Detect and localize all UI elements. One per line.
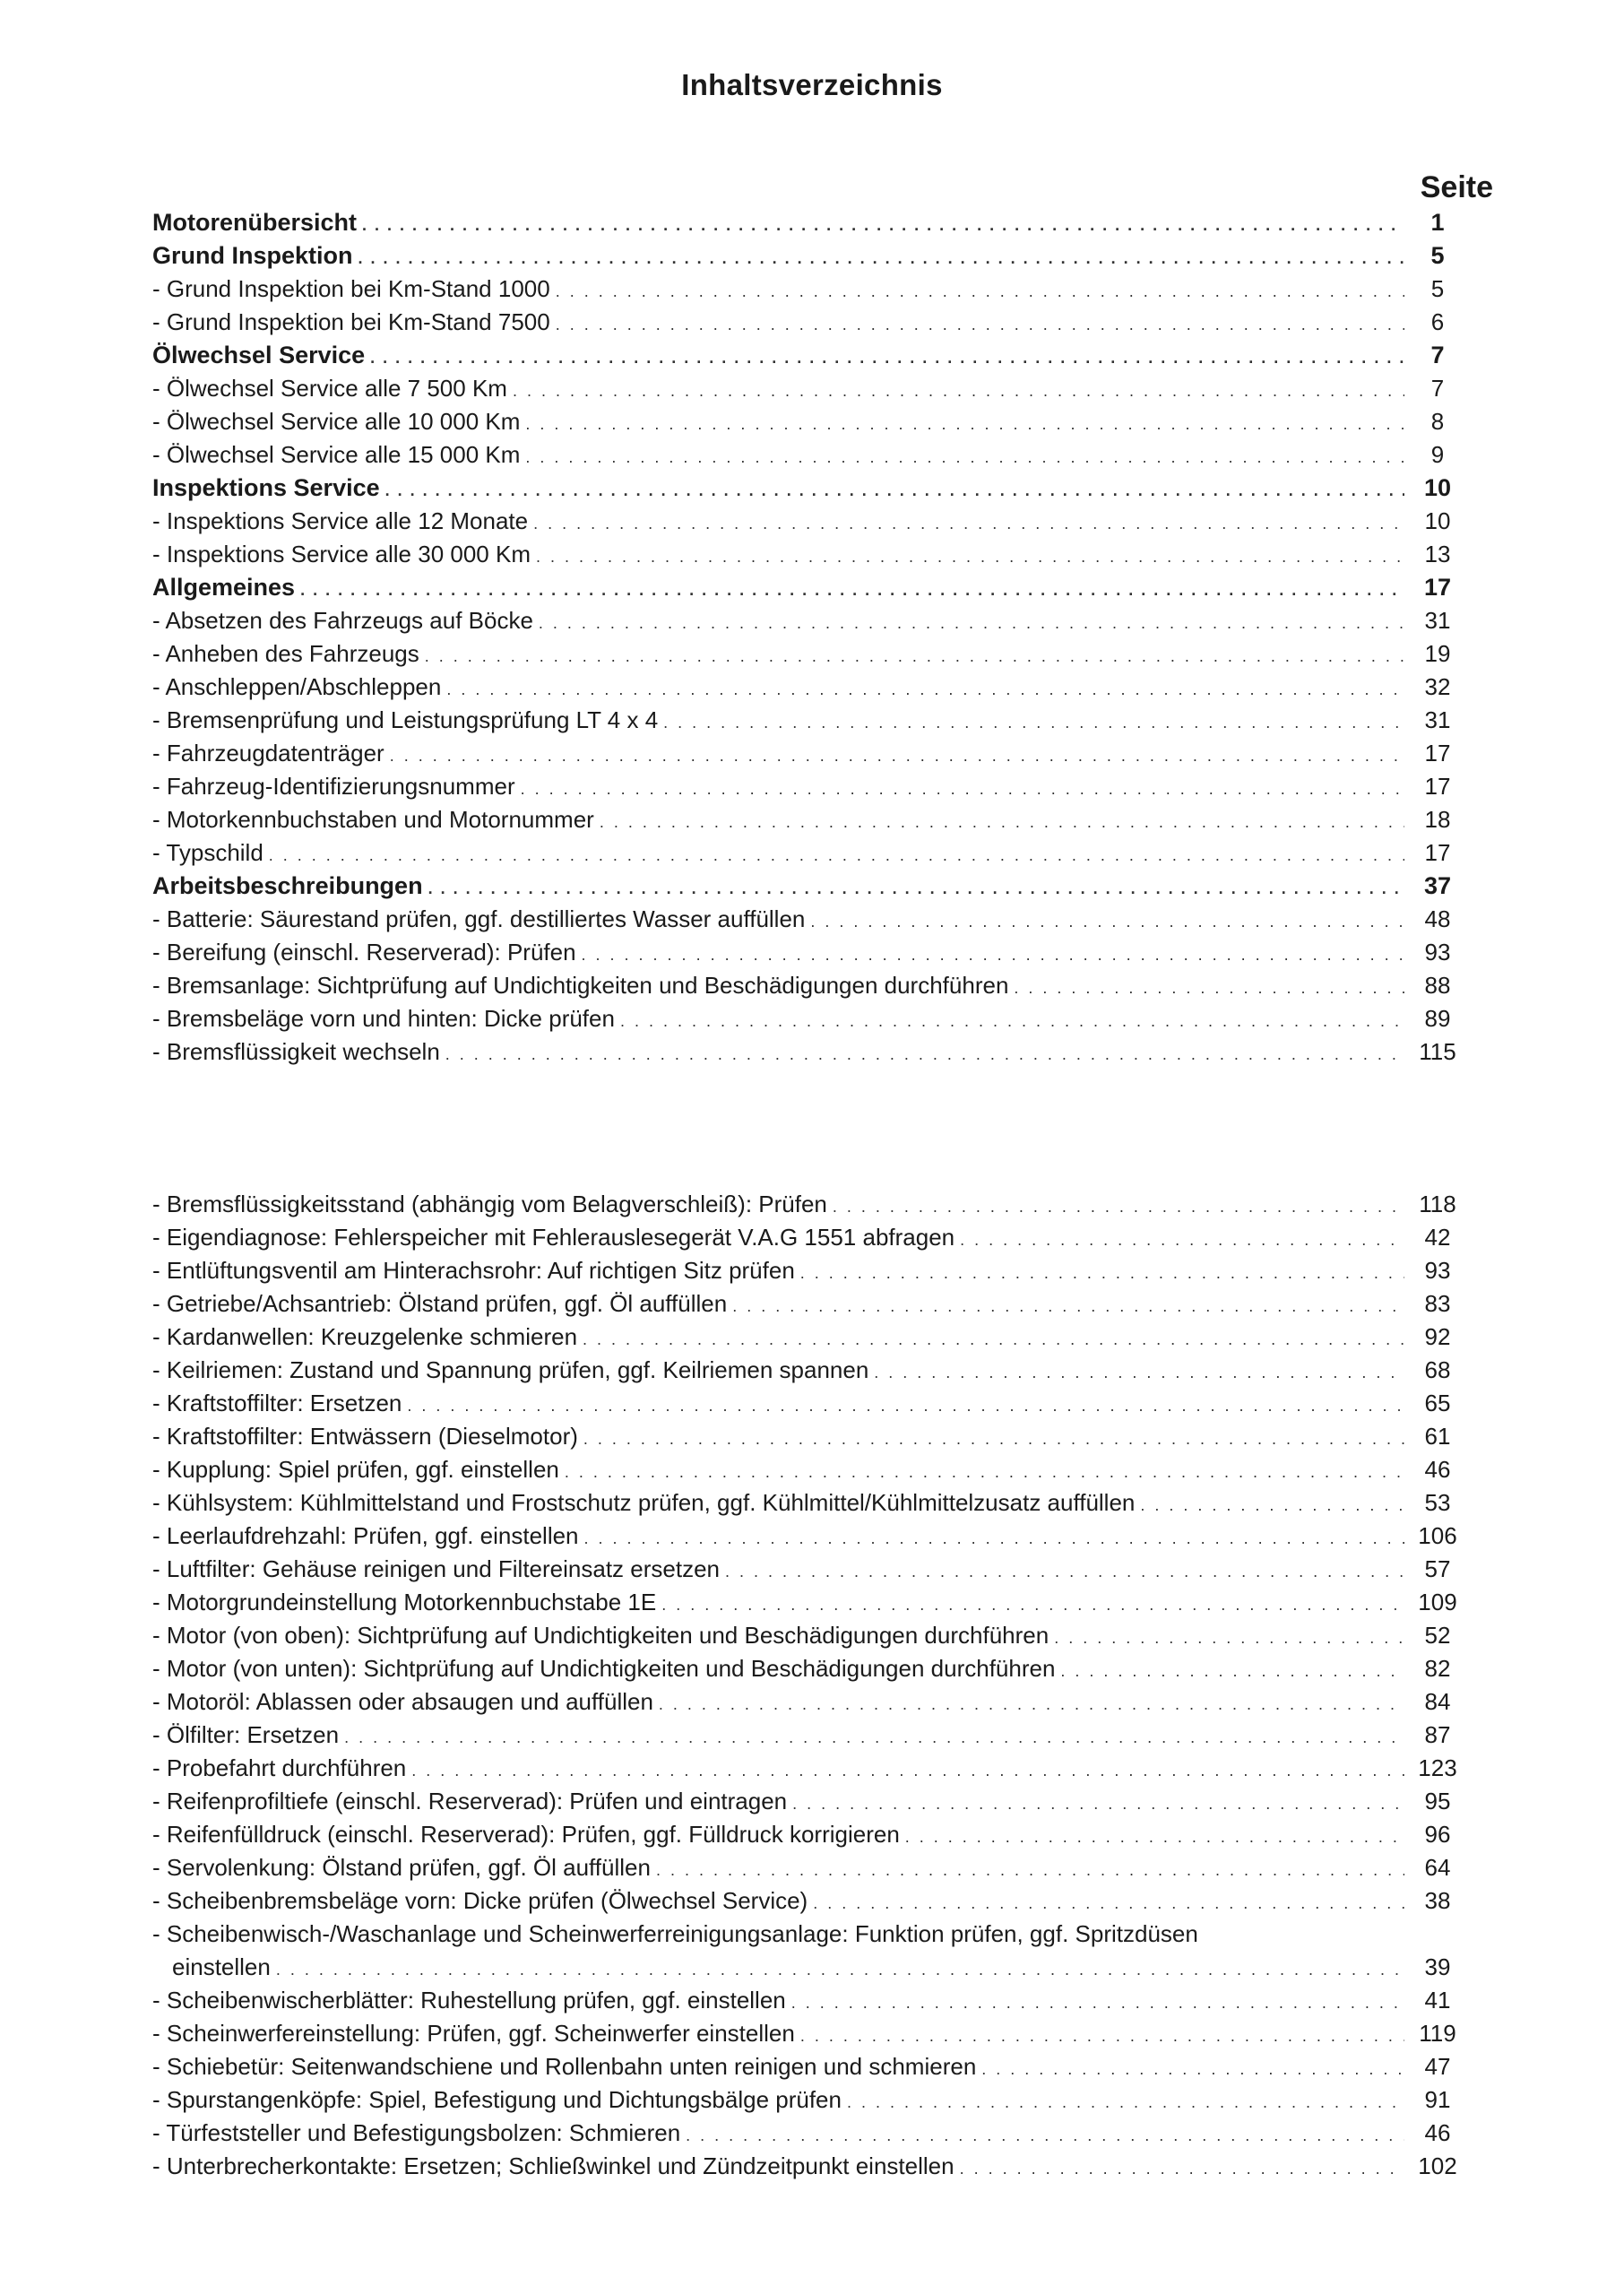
toc-block-2 xyxy=(152,1188,1465,2183)
dot-leader xyxy=(525,408,1404,441)
dot-leader xyxy=(533,507,1404,541)
page-number: 13 xyxy=(1424,541,1451,567)
page-number: 106 xyxy=(1418,1522,1457,1549)
page-number: 84 xyxy=(1424,1688,1451,1715)
page-number: 96 xyxy=(1424,1821,1451,1848)
page-number: 119 xyxy=(1419,2020,1456,2047)
toc-entry-text: - Scheibenwisch-/Waschanlage und Scheinwerferreinigungsanlage: Funktion prüfen, ggf. Spritzdüsen xyxy=(152,1920,1198,1947)
toc-entry[interactable] xyxy=(152,1520,1465,1553)
toc-entry[interactable] xyxy=(152,803,1465,836)
page-number: 41 xyxy=(1424,1987,1451,2014)
dot-leader xyxy=(800,2020,1404,2053)
toc-entry-text: - Bremsflüssigkeit wechseln xyxy=(152,1038,440,1065)
toc-entry[interactable] xyxy=(152,2050,1465,2083)
page-number: 8 xyxy=(1430,408,1445,435)
page-number: 52 xyxy=(1424,1622,1451,1649)
dot-leader xyxy=(358,242,1404,275)
toc-entry[interactable] xyxy=(152,505,1465,538)
dot-leader xyxy=(656,1854,1404,1887)
toc-entry-text: - Eigendiagnose: Fehlerspeicher mit Fehlerauslesegerät V.A.G 1551 abfragen xyxy=(152,1224,955,1251)
toc-entry-text: - Scheibenbremsbeläge vorn: Dicke prüfen (Ölwechsel Service) xyxy=(152,1887,808,1914)
toc-entry[interactable] xyxy=(152,1652,1465,1685)
dot-leader xyxy=(513,375,1404,408)
toc-entry[interactable] xyxy=(152,1586,1465,1619)
toc-entry-text: Grund Inspektion xyxy=(152,242,353,269)
toc-entry-text: - Motorgrundeinstellung Motorkennbuchstabe 1E xyxy=(152,1589,657,1615)
toc-entry[interactable] xyxy=(152,903,1465,936)
dot-leader xyxy=(874,1356,1404,1390)
dot-leader xyxy=(600,806,1404,839)
toc-entry[interactable] xyxy=(152,671,1465,704)
dot-leader xyxy=(583,1323,1404,1356)
toc-entry-text: - Fahrzeugdatenträger xyxy=(152,740,384,766)
toc-entry-text: - Scheibenwischerblätter: Ruhestellung prüfen, ggf. einstellen xyxy=(152,1987,786,2014)
toc-entry-text: - Bremsflüssigkeitsstand (abhängig vom Belagverschleiß): Prüfen xyxy=(152,1191,827,1217)
toc-entry[interactable] xyxy=(152,1420,1465,1453)
toc-entry[interactable] xyxy=(152,1188,1465,1221)
toc-entry[interactable] xyxy=(152,405,1465,438)
toc-entry[interactable] xyxy=(152,1553,1465,1586)
toc-entry-text: - Bremsbeläge vorn und hinten: Dicke prüfen xyxy=(152,1005,615,1032)
dot-leader xyxy=(407,1390,1404,1423)
page-number: 93 xyxy=(1424,1257,1451,1284)
page-number: 93 xyxy=(1424,939,1451,966)
dot-leader xyxy=(583,1423,1404,1456)
toc-entry-text: - Kraftstoffilter: Ersetzen xyxy=(152,1390,402,1416)
dot-leader xyxy=(620,1005,1404,1038)
dot-leader xyxy=(556,275,1404,308)
dot-leader xyxy=(411,1754,1404,1788)
dot-leader xyxy=(960,2152,1404,2186)
dot-leader xyxy=(539,607,1404,640)
dot-leader xyxy=(813,1887,1404,1920)
page-number: 42 xyxy=(1424,1224,1451,1251)
toc-entry-text: - Reifenprofiltiefe (einschl. Reserverad): Prüfen und eintragen xyxy=(152,1788,788,1814)
toc-entry-text: - Fahrzeug-Identifizierungsnummer xyxy=(152,773,515,800)
toc-entry[interactable] xyxy=(152,969,1465,1002)
toc-section-heading[interactable] xyxy=(152,206,1465,239)
toc-entry[interactable] xyxy=(152,1719,1465,1752)
dot-leader xyxy=(525,441,1404,474)
dot-leader xyxy=(536,541,1404,574)
toc-entry-text: - Inspektions Service alle 30 000 Km xyxy=(152,541,531,567)
page-number: 91 xyxy=(1424,2086,1451,2113)
page-number: 102 xyxy=(1418,2152,1457,2179)
toc-entry-text: - Typschild xyxy=(152,839,263,866)
toc-entry-text: - Motor (von oben): Sichtprüfung auf Undichtigkeiten und Beschädigungen durchführen xyxy=(152,1622,1050,1649)
toc-entry-text: - Bereifung (einschl. Reserverad): Prüfen xyxy=(152,939,576,966)
dot-leader xyxy=(521,773,1404,806)
dot-leader xyxy=(663,706,1404,740)
toc-entry-text: - Motorkennbuchstaben und Motornummer xyxy=(152,806,594,833)
toc-entry-text: - Ölwechsel Service alle 15 000 Km xyxy=(152,441,521,468)
page-number: 82 xyxy=(1424,1655,1451,1682)
toc-entry-text: - Bremsanlage: Sichtprüfung auf Undichtigkeiten und Beschädigungen durchführen xyxy=(152,972,1009,999)
page-number: 39 xyxy=(1424,1953,1451,1980)
page-number: 17 xyxy=(1424,740,1451,766)
page-number: 19 xyxy=(1424,640,1451,667)
toc-entry-text: - Reifenfülldruck (einschl. Reserverad): Prüfen, ggf. Fülldruck korrigieren xyxy=(152,1821,900,1848)
toc-entry-text: - Anschleppen/Abschleppen xyxy=(152,673,442,700)
page-number: 32 xyxy=(1424,673,1451,700)
dot-leader xyxy=(1060,1655,1404,1688)
toc-entry-text: - Spurstangenköpfe: Spiel, Befestigung und Dichtungsbälge prüfen xyxy=(152,2086,842,2113)
dot-leader xyxy=(390,740,1404,773)
toc-entry-text: - Kupplung: Spiel prüfen, ggf. einstellen xyxy=(152,1456,559,1483)
toc-entry[interactable] xyxy=(152,1818,1465,1851)
toc-entry[interactable] xyxy=(152,1453,1465,1486)
dot-leader xyxy=(1054,1622,1404,1655)
toc-section-heading[interactable] xyxy=(152,339,1465,372)
dot-leader xyxy=(981,2053,1404,2086)
toc-entry[interactable] xyxy=(152,704,1465,737)
toc-entry[interactable] xyxy=(152,273,1465,306)
toc-entry[interactable] xyxy=(152,936,1465,969)
toc-entry[interactable] xyxy=(152,1752,1465,1785)
dot-leader xyxy=(659,1688,1404,1721)
toc-entry[interactable] xyxy=(152,1321,1465,1354)
page-number: 31 xyxy=(1424,607,1451,634)
page-number: 68 xyxy=(1424,1356,1451,1383)
page-number: 47 xyxy=(1424,2053,1451,2080)
page-number: 65 xyxy=(1424,1390,1451,1416)
page-number: 53 xyxy=(1424,1489,1451,1516)
toc-entry-text: - Motoröl: Ablassen oder absaugen und auffüllen xyxy=(152,1688,653,1715)
page-number: 7 xyxy=(1430,375,1445,402)
toc-entry[interactable] xyxy=(152,1984,1465,2017)
toc-entry[interactable] xyxy=(152,438,1465,472)
toc-entry[interactable] xyxy=(152,2017,1465,2050)
dot-leader xyxy=(905,1821,1404,1854)
toc-entry-text: - Scheinwerfereinstellung: Prüfen, ggf. Scheinwerfer einstellen xyxy=(152,2020,795,2047)
dot-leader xyxy=(725,1555,1404,1589)
dot-leader xyxy=(584,1522,1404,1555)
page-number: 57 xyxy=(1424,1555,1451,1582)
toc-entry-text: - Kraftstoffilter: Entwässern (Dieselmotor) xyxy=(152,1423,578,1450)
toc-entry[interactable] xyxy=(152,770,1465,803)
page-number: 123 xyxy=(1418,1754,1457,1781)
page-number: 64 xyxy=(1424,1854,1451,1881)
toc-entry[interactable] xyxy=(152,2117,1465,2150)
toc-entry-text: - Ölfilter: Ersetzen xyxy=(152,1721,340,1748)
toc-entry-text: Arbeitsbeschreibungen xyxy=(152,872,423,899)
page-number: 88 xyxy=(1424,972,1451,999)
page-number: 38 xyxy=(1424,1887,1451,1914)
toc-entry[interactable] xyxy=(152,306,1465,339)
toc-entry-text: - Keilriemen: Zustand und Spannung prüfen, ggf. Keilriemen spannen xyxy=(152,1356,869,1383)
toc-section-heading[interactable] xyxy=(152,472,1465,505)
toc-entry[interactable] xyxy=(152,1254,1465,1287)
toc-entry-text: - Ölwechsel Service alle 7 500 Km xyxy=(152,375,507,402)
page-number: 7 xyxy=(1430,342,1445,368)
dot-leader xyxy=(661,1589,1404,1622)
page-number: 83 xyxy=(1424,1290,1451,1317)
dot-leader xyxy=(582,939,1404,972)
toc-entry[interactable] xyxy=(152,1884,1465,1918)
page-column-header: Seite xyxy=(1420,170,1493,204)
toc-entry-text: - Entlüftungsventil am Hinterachsrohr: Auf richtigen Sitz prüfen xyxy=(152,1257,795,1284)
dot-leader xyxy=(446,673,1404,706)
page-number: 10 xyxy=(1424,507,1451,534)
toc-entry-text: - Schiebetür: Seitenwandschiene und Rollenbahn unten reinigen und schmieren xyxy=(152,2053,977,2080)
toc-entry-text: Motorenübersicht xyxy=(152,209,358,236)
dot-leader xyxy=(791,1987,1404,2020)
dot-leader xyxy=(847,2086,1404,2119)
page-number: 118 xyxy=(1419,1191,1456,1217)
toc-entry[interactable] xyxy=(152,737,1465,770)
dot-leader xyxy=(960,1224,1404,1257)
page-number: 109 xyxy=(1418,1589,1457,1615)
dot-leader xyxy=(810,905,1404,939)
toc-entry[interactable] xyxy=(152,1387,1465,1420)
toc-entry-text: - Probefahrt durchführen xyxy=(152,1754,407,1781)
page-number: 46 xyxy=(1424,2119,1451,2146)
toc-entry-text: - Luftfilter: Gehäuse reinigen und Filtereinsatz ersetzen xyxy=(152,1555,721,1582)
page-number: 89 xyxy=(1424,1005,1451,1032)
toc-section-heading[interactable] xyxy=(152,870,1465,903)
toc-entry[interactable] xyxy=(152,538,1465,571)
toc-entry-text: - Kühlsystem: Kühlmittelstand und Frostschutz prüfen, ggf. Kühlmittel/Kühlmittelzusatz auffüllen xyxy=(152,1489,1136,1516)
toc-entry-text: - Ölwechsel Service alle 10 000 Km xyxy=(152,408,521,435)
page-number: 18 xyxy=(1424,806,1451,833)
dot-leader xyxy=(385,474,1404,507)
toc-entry-text: - Kardanwellen: Kreuzgelenke schmieren xyxy=(152,1323,578,1350)
toc-entry[interactable] xyxy=(152,1951,1465,1984)
toc-entry[interactable] xyxy=(152,1486,1465,1520)
toc-entry-text: - Motor (von unten): Sichtprüfung auf Undichtigkeiten und Beschädigungen durchführen xyxy=(152,1655,1056,1682)
page-number: 46 xyxy=(1424,1456,1451,1483)
dot-leader xyxy=(556,308,1404,342)
page-number: 17 xyxy=(1424,839,1451,866)
toc-entry-text: - Batterie: Säurestand prüfen, ggf. destilliertes Wasser auffüllen xyxy=(152,905,806,932)
dot-leader xyxy=(344,1721,1404,1754)
toc-entry[interactable] xyxy=(152,637,1465,671)
dot-leader xyxy=(445,1038,1404,1071)
page-title: Inhaltsverzeichnis xyxy=(681,68,943,101)
dot-leader xyxy=(565,1456,1404,1489)
page-number: 48 xyxy=(1424,905,1451,932)
page-number: 87 xyxy=(1424,1721,1451,1748)
toc-entry[interactable] xyxy=(152,836,1465,870)
page-number: 115 xyxy=(1419,1038,1456,1065)
page-number: 5 xyxy=(1430,242,1445,269)
toc-entry-text: - Absetzen des Fahrzeugs auf Böcke xyxy=(152,607,533,634)
toc-section-heading[interactable] xyxy=(152,571,1465,604)
toc-entry[interactable] xyxy=(152,1035,1465,1069)
toc-section-heading[interactable] xyxy=(152,239,1465,273)
toc-entry-continuation: einstellen xyxy=(172,1953,271,1980)
page-number: 17 xyxy=(1424,773,1451,800)
page-number: 37 xyxy=(1423,872,1452,899)
toc-entry[interactable] xyxy=(152,1851,1465,1884)
toc-entry[interactable] xyxy=(152,604,1465,637)
dot-leader xyxy=(792,1788,1404,1821)
toc-entry-text: - Grund Inspektion bei Km-Stand 7500 xyxy=(152,308,550,335)
page-number: 61 xyxy=(1424,1423,1451,1450)
page-number: 10 xyxy=(1423,474,1452,501)
dot-leader xyxy=(300,574,1404,607)
page-number: 9 xyxy=(1430,441,1445,468)
toc-entry-text: Allgemeines xyxy=(152,574,296,601)
toc-entry-text: - Grund Inspektion bei Km-Stand 1000 xyxy=(152,275,550,302)
dot-leader xyxy=(276,1953,1404,1987)
toc-entry-text: - Bremsenprüfung und Leistungsprüfung LT 4 x 4 xyxy=(152,706,659,733)
toc-block-1 xyxy=(152,206,1465,1069)
page-number: 92 xyxy=(1424,1323,1451,1350)
toc-entry[interactable] xyxy=(152,1221,1465,1254)
toc-entry[interactable] xyxy=(152,1685,1465,1719)
toc-entry-text: Inspektions Service xyxy=(152,474,380,501)
dot-leader xyxy=(428,872,1404,905)
dot-leader xyxy=(269,839,1404,872)
toc-entry-text: - Türfeststeller und Befestigungsbolzen: Schmieren xyxy=(152,2119,681,2146)
toc-entry[interactable] xyxy=(152,1002,1465,1035)
page-number: 95 xyxy=(1424,1788,1451,1814)
page-number: 5 xyxy=(1430,275,1445,302)
toc-entry-text: - Inspektions Service alle 12 Monate xyxy=(152,507,529,534)
toc-entry-text: - Unterbrecherkontakte: Ersetzen; Schließwinkel und Zündzeitpunkt einstellen xyxy=(152,2152,955,2179)
toc-entry[interactable] xyxy=(152,2150,1465,2183)
toc-entry-text: - Servolenkung: Ölstand prüfen, ggf. Öl auffüllen xyxy=(152,1854,651,1881)
toc-entry-text: - Anheben des Fahrzeugs xyxy=(152,640,419,667)
dot-leader xyxy=(1140,1489,1404,1522)
toc-entry[interactable] xyxy=(152,1619,1465,1652)
dot-leader xyxy=(800,1257,1404,1290)
toc-entry-text: - Getriebe/Achsantrieb: Ölstand prüfen, ggf. Öl auffüllen xyxy=(152,1290,728,1317)
page-number: 1 xyxy=(1430,209,1445,236)
dot-leader xyxy=(1014,972,1404,1005)
toc-entry[interactable] xyxy=(152,372,1465,405)
dot-leader xyxy=(362,209,1404,242)
dot-leader xyxy=(425,640,1404,673)
dot-leader xyxy=(370,342,1404,375)
toc-entry[interactable] xyxy=(152,1287,1465,1321)
dot-leader xyxy=(732,1290,1404,1323)
toc-entry-text: - Leerlaufdrehzahl: Prüfen, ggf. einstellen xyxy=(152,1522,579,1549)
toc-entry[interactable] xyxy=(152,2083,1465,2117)
toc-entry-text: Ölwechsel Service xyxy=(152,342,366,368)
page-number: 6 xyxy=(1430,308,1445,335)
dot-leader xyxy=(686,2119,1404,2152)
dot-leader xyxy=(833,1191,1404,1224)
page-number: 31 xyxy=(1424,706,1451,733)
toc-entry[interactable] xyxy=(152,1354,1465,1387)
page-number: 17 xyxy=(1423,574,1452,601)
toc-entry[interactable] xyxy=(152,1785,1465,1818)
